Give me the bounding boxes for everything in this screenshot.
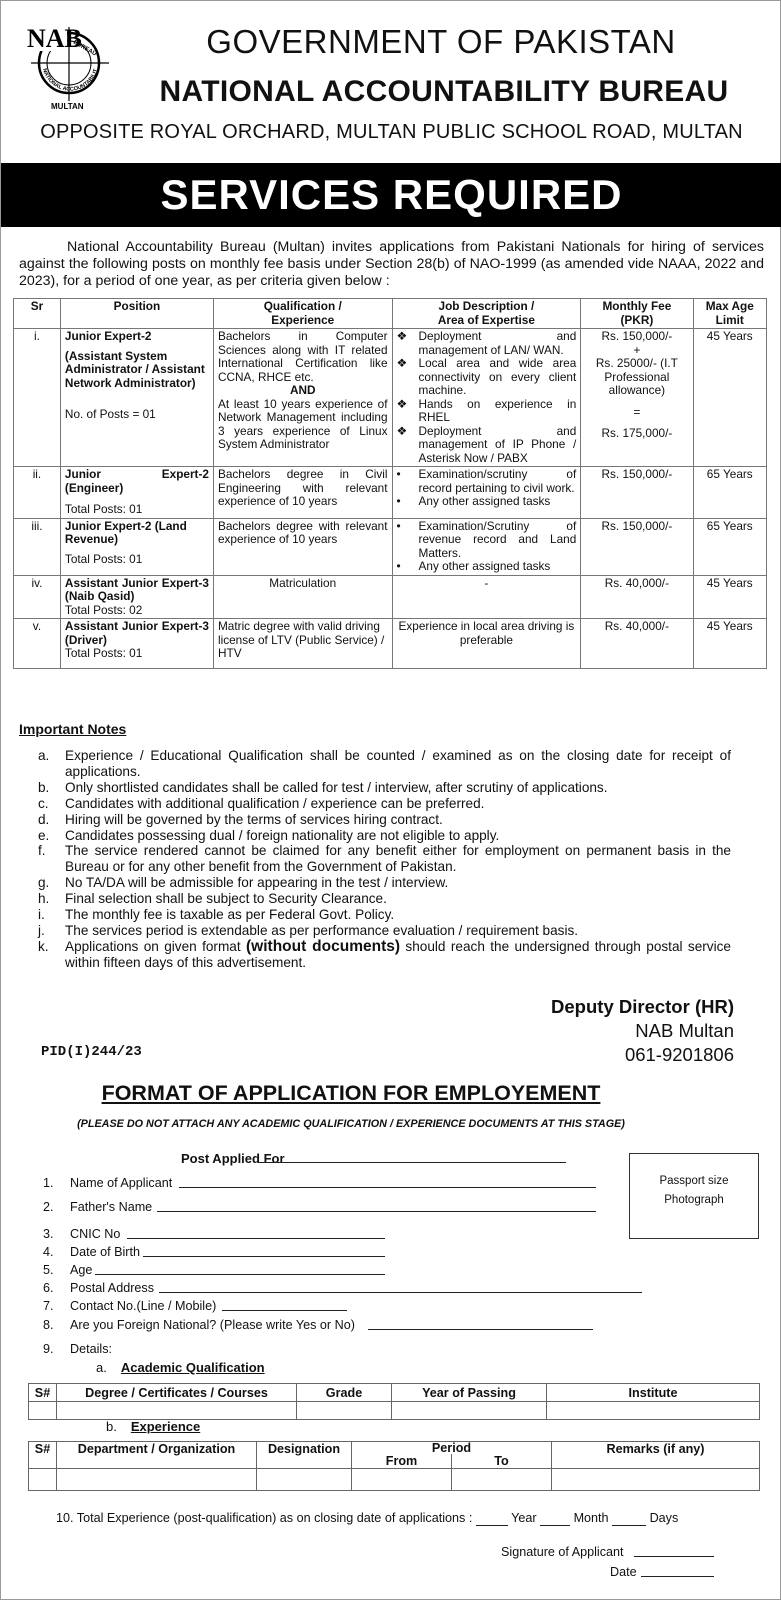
table-cell[interactable] xyxy=(57,1469,257,1491)
table-cell[interactable] xyxy=(29,1469,57,1491)
date-of-birth-line[interactable] xyxy=(143,1245,385,1257)
note-text: The monthly fee is taxable as per Federal Govt. Policy. xyxy=(65,907,395,923)
fee-base: Rs. 150,000/- xyxy=(601,329,673,343)
passport-photo-box xyxy=(629,1153,759,1239)
exp-header-remarks: Remarks (if any) xyxy=(552,1442,760,1469)
job-text: Any other assigned tasks xyxy=(418,494,551,508)
list-item xyxy=(31,796,731,812)
header-age-1: Max Age xyxy=(705,299,754,313)
acad-header-grade: Grade xyxy=(297,1384,392,1402)
list-item xyxy=(397,425,577,466)
row-qualification: Bachelors degree in Civil Engineering with relevant experience of 10 years xyxy=(213,467,392,519)
position-posts: Total Posts: 01 xyxy=(64,551,143,566)
header-job-2: Area of Expertise xyxy=(437,312,535,327)
age-line[interactable] xyxy=(95,1263,385,1275)
row-sr: v. xyxy=(14,619,61,669)
bullet-icon: • xyxy=(396,559,401,573)
exp-header-designation: Designation xyxy=(257,1442,352,1469)
field-label: Name of Applicant xyxy=(70,1176,173,1190)
field-number: 7. xyxy=(43,1299,54,1313)
position-title: Junior Expert-2 (Engineer) xyxy=(64,467,209,495)
field-number: 8. xyxy=(43,1318,54,1332)
header-qualification xyxy=(213,299,392,329)
row-position xyxy=(60,329,213,467)
note-text: Candidates with additional qualification / experience can be preferred. xyxy=(65,795,485,811)
field-label: Postal Address xyxy=(70,1281,155,1295)
note-text: No TA/DA will be admissible for appearing in the test / interview. xyxy=(65,875,449,891)
row-job-description xyxy=(392,518,581,575)
academic-subheading xyxy=(96,1360,265,1375)
year-label: Year xyxy=(511,1511,537,1525)
post-applied-line[interactable] xyxy=(258,1151,566,1163)
photo-label-1: Passport size xyxy=(659,1175,729,1187)
list-item xyxy=(397,560,577,574)
note-letter: g. xyxy=(38,875,50,891)
exp-header-period: Period xyxy=(352,1442,552,1455)
list-item xyxy=(31,748,731,780)
list-item xyxy=(397,357,577,398)
note-letter: b. xyxy=(38,779,50,795)
table-row[interactable] xyxy=(29,1402,760,1420)
important-notes-title: Important Notes xyxy=(19,721,127,737)
position-posts: Total Posts: 02 xyxy=(64,602,143,617)
note-letter: k. xyxy=(38,938,49,954)
field-label: Details: xyxy=(70,1342,112,1356)
note-letter: a. xyxy=(38,748,50,763)
exp-header-to: To xyxy=(452,1454,552,1469)
row-fee: Rs. 40,000/- xyxy=(581,619,693,669)
bullet-icon: • xyxy=(396,518,401,533)
note-text: Hiring will be governed by the terms of services hiring contract. xyxy=(65,811,443,827)
qualification-b: At least 10 years experience of Network Management including 3 years experience of Linux System Administrator xyxy=(217,396,388,451)
note-text: Final selection shall be subject to Security Clearance. xyxy=(65,891,387,907)
acad-header-sno: S# xyxy=(29,1384,57,1402)
note-text: Candidates possessing dual / foreign nationality are not eligible to apply. xyxy=(65,827,500,843)
fathers-name-line[interactable] xyxy=(157,1200,596,1212)
header-max-age xyxy=(693,299,767,329)
note-letter: i. xyxy=(38,907,45,923)
row-sr: iv. xyxy=(14,575,61,619)
diamond-bullet-icon: ❖ xyxy=(396,396,408,411)
note-text: Only shortlisted candidates shall be called for test / interview, after scrutiny of applications. xyxy=(65,779,608,795)
position-posts: Total Posts: 01 xyxy=(64,502,143,516)
post-applied-label: Post Applied For xyxy=(181,1151,285,1166)
foreign-national-line[interactable] xyxy=(368,1318,593,1330)
job-text: Any other assigned tasks xyxy=(418,559,551,573)
header-fee-1: Monthly Fee xyxy=(602,299,672,313)
table-cell[interactable] xyxy=(29,1402,57,1420)
name-of-applicant-line[interactable] xyxy=(179,1176,596,1188)
position-title: Junior Expert-2 xyxy=(64,329,152,343)
row-qualification xyxy=(213,329,392,467)
table-row xyxy=(29,1442,760,1455)
list-item xyxy=(31,923,731,939)
note-text: The service rendered cannot be claimed for any benefit either for employment on permanent basis in the Bureau or for any other benefit from the Government of Pakistan. xyxy=(65,843,731,875)
fee-plus: + xyxy=(633,342,641,357)
list-item xyxy=(31,812,731,828)
job-text: Deployment and management of IP Phone / Asterisk Now / PABX xyxy=(418,423,577,465)
years-blank[interactable] xyxy=(476,1511,508,1526)
table-cell[interactable] xyxy=(57,1402,297,1420)
table-cell[interactable] xyxy=(297,1402,392,1420)
field-label: Date of Birth xyxy=(70,1245,140,1259)
sub-title: Academic Qualification xyxy=(120,1360,265,1375)
important-notes-list xyxy=(31,748,731,971)
row-fee xyxy=(581,329,693,467)
row-sr: iii. xyxy=(14,518,61,575)
month-label: Month xyxy=(573,1511,609,1525)
posts-table xyxy=(13,298,767,669)
list-item xyxy=(397,468,577,495)
note-text: should reach the undersigned through postal service within fifteen days of this advertisement. xyxy=(65,938,731,970)
row-position xyxy=(60,619,213,669)
list-item xyxy=(31,875,731,891)
table-row xyxy=(14,575,767,619)
logo-ring-text: NATIONAL ACCOUNTABILIT xyxy=(41,67,100,93)
header-qualification-1: Qualification / xyxy=(263,299,342,313)
row-age: 65 Years xyxy=(693,518,767,575)
signature-of-applicant-label: Signature of Applicant xyxy=(501,1545,624,1559)
diamond-bullet-icon: ❖ xyxy=(396,423,408,438)
row-qualification: Matric degree with valid driving license of LTV (Public Service) / HTV xyxy=(213,619,392,669)
date-line[interactable] xyxy=(641,1565,714,1577)
fee-total: Rs. 175,000/- xyxy=(601,426,673,440)
table-cell[interactable] xyxy=(547,1402,760,1420)
list-item xyxy=(31,780,731,796)
nab-logo xyxy=(21,19,121,111)
signature-line[interactable] xyxy=(634,1545,714,1557)
field-number: 2. xyxy=(43,1200,54,1214)
field-label: Contact No.(Line / Mobile) xyxy=(70,1299,217,1313)
field-number: 4. xyxy=(43,1245,54,1259)
days-blank[interactable] xyxy=(612,1511,646,1526)
position-posts: No. of Posts = 01 xyxy=(64,407,156,421)
format-note: (PLEASE DO NOT ATTACH ANY ACADEMIC QUALIFICATION / EXPERIENCE DOCUMENTS AT THIS STAGE) xyxy=(77,1118,625,1130)
row-position xyxy=(60,467,213,519)
bullet-icon: • xyxy=(396,494,401,508)
position-title: Assistant Junior Expert-3 (Naib Qasid) xyxy=(64,575,209,603)
list-item xyxy=(31,843,731,875)
row-qualification: Bachelors degree with relevant experience of 10 years xyxy=(213,518,392,575)
note-letter: f. xyxy=(38,843,46,859)
services-required-banner: SERVICES REQUIRED xyxy=(1,163,781,227)
signatory-phone: 061-9201806 xyxy=(624,1044,734,1065)
days-label: Days xyxy=(649,1511,679,1525)
row-sr: ii. xyxy=(14,467,61,519)
table-row[interactable] xyxy=(29,1469,760,1491)
academic-table xyxy=(28,1383,760,1420)
fee-equals: = xyxy=(633,404,641,419)
note-letter: e. xyxy=(38,827,50,843)
position-title: Assistant Junior Expert-3 (Driver) xyxy=(64,619,209,647)
intro-paragraph xyxy=(19,239,764,290)
field-label: Are you Foreign National? (Please write Yes or No) xyxy=(70,1318,355,1332)
field-label: CNIC No xyxy=(70,1227,121,1241)
note-letter: c. xyxy=(38,795,49,811)
exp-header-department: Department / Organization xyxy=(57,1442,257,1469)
field-number: 3. xyxy=(43,1227,54,1241)
note-letter: j. xyxy=(38,922,45,938)
row-position xyxy=(60,518,213,575)
bullet-icon: • xyxy=(396,467,401,481)
logo-city: MULTAN xyxy=(51,102,84,111)
row-job-description xyxy=(392,467,581,519)
job-text: Hands on experience in RHEL xyxy=(418,396,577,424)
row-sr: i. xyxy=(14,329,61,467)
note-letter: h. xyxy=(38,891,50,907)
government-title: GOVERNMENT OF PAKISTAN xyxy=(206,23,676,60)
qualification-a: Bachelors in Computer Sciences along with IT related International Certification like CCNA, RHCE etc. xyxy=(217,329,388,384)
intro-text: National Accountability Bureau (Multan) invites applications from Pakistani Nationals for hiring of services against the following posts on monthly fee basis under Section 28(b) of NAO-1999 (as amended vide NAAA, 2022 and 2023), for a period of one year, as per criteria given below : xyxy=(19,239,764,289)
table-cell[interactable] xyxy=(452,1469,552,1491)
row-job-description: - xyxy=(392,575,581,619)
total-experience-line xyxy=(56,1511,678,1526)
list-item xyxy=(397,330,577,357)
job-text: Deployment and management of LAN/ WAN. xyxy=(418,329,577,357)
field-number: 1. xyxy=(43,1176,54,1190)
posts-table-header xyxy=(14,299,767,329)
signatory-title: Deputy Director (HR) xyxy=(551,996,734,1017)
fee-allowance: Rs. 25000/- (I.T Professional allowance) xyxy=(595,356,678,397)
acad-header-degree: Degree / Certificates / Courses xyxy=(57,1384,297,1402)
acad-header-year: Year of Passing xyxy=(392,1384,547,1402)
table-row xyxy=(14,329,767,467)
row-age: 45 Years xyxy=(693,575,767,619)
header-job-1: Job Description / xyxy=(438,299,535,313)
photo-label-2: Photograph xyxy=(664,1194,724,1206)
experience-subheading xyxy=(106,1419,200,1434)
job-text: Local area and wide area connectivity on every client machine. xyxy=(418,356,577,397)
office-address: OPPOSITE ROYAL ORCHARD, MULTAN PUBLIC SCHOOL ROAD, MULTAN xyxy=(40,121,743,143)
sub-letter: a. xyxy=(96,1360,107,1375)
field-number: 9. xyxy=(43,1342,54,1356)
header-position: Position xyxy=(60,299,213,329)
row-age: 65 Years xyxy=(693,467,767,519)
list-item xyxy=(397,520,577,561)
row-age: 45 Years xyxy=(693,329,767,467)
note-text: The services period is extendable as per performance evaluation / requirement basis. xyxy=(65,922,579,938)
sub-letter: b. xyxy=(106,1419,117,1434)
note-text: Experience / Educational Qualification shall be counted / examined as on the closing date for receipt of applications. xyxy=(65,748,731,779)
months-blank[interactable] xyxy=(540,1511,570,1526)
bureau-title: NATIONAL ACCOUNTABILITY BUREAU xyxy=(159,75,729,108)
row-qualification: Matriculation xyxy=(213,575,392,619)
table-cell[interactable] xyxy=(392,1402,547,1420)
table-row xyxy=(14,518,767,575)
signatory-office: NAB Multan xyxy=(635,1020,734,1041)
job-text: Examination/scrutiny of record pertaining to civil work. xyxy=(418,467,577,495)
experience-table xyxy=(28,1441,760,1491)
header-sr: Sr xyxy=(14,299,61,329)
header-job-description xyxy=(392,299,581,329)
job-text: Examination/Scrutiny of revenue record and Land Matters. xyxy=(418,518,577,560)
list-item xyxy=(31,939,731,971)
table-row xyxy=(29,1384,760,1402)
list-item xyxy=(397,495,577,509)
field-number: 5. xyxy=(43,1263,54,1277)
pid-number: PID(I)244/23 xyxy=(41,1044,142,1060)
postal-address-line[interactable] xyxy=(159,1281,642,1293)
position-subtitle: (Assistant System Administrator / Assistant Network Administrator) xyxy=(64,348,205,390)
row-age: 45 Years xyxy=(693,619,767,669)
logo-text: NAB xyxy=(27,24,82,53)
table-cell[interactable] xyxy=(552,1469,760,1491)
qualification-and: AND xyxy=(289,383,316,397)
header-age-2: Limit xyxy=(715,312,744,327)
total-experience-label: Total Experience (post-qualification) as on closing date of applications : xyxy=(76,1511,473,1525)
row-job-description: Experience in local area driving is preferable xyxy=(392,619,581,669)
position-title: Junior Expert-2 (Land Revenue) xyxy=(64,518,187,546)
table-row xyxy=(14,619,767,669)
list-item xyxy=(31,891,731,907)
row-fee: Rs. 150,000/- xyxy=(581,467,693,519)
header-qualification-2: Experience xyxy=(271,312,335,327)
position-posts: Total Posts: 01 xyxy=(64,646,143,660)
field-number: 10. xyxy=(56,1511,74,1525)
table-cell[interactable] xyxy=(257,1469,352,1491)
note-text: Applications on given format xyxy=(65,938,241,954)
row-job-description xyxy=(392,329,581,467)
note-letter: d. xyxy=(38,811,50,827)
field-number: 6. xyxy=(43,1281,54,1295)
diamond-bullet-icon: ❖ xyxy=(396,356,408,370)
format-title: FORMAT OF APPLICATION FOR EMPLOYEMENT xyxy=(101,1081,601,1105)
sub-title: Experience xyxy=(130,1419,201,1434)
cnic-line[interactable] xyxy=(127,1227,385,1239)
field-label: Age xyxy=(70,1263,93,1277)
header-fee-2: (PKR) xyxy=(620,312,654,327)
exp-header-sno: S# xyxy=(29,1442,57,1469)
list-item xyxy=(397,398,577,425)
contact-no-line[interactable] xyxy=(222,1299,347,1311)
row-fee: Rs. 150,000/- xyxy=(581,518,693,575)
note-emphasis: (without documents) xyxy=(246,937,401,955)
table-row xyxy=(14,467,767,519)
list-item xyxy=(31,907,731,923)
field-label: Father's Name xyxy=(70,1200,153,1214)
row-fee: Rs. 40,000/- xyxy=(581,575,693,619)
row-position xyxy=(60,575,213,619)
logo-badge: BUREAU xyxy=(72,39,98,58)
acad-header-institute: Institute xyxy=(547,1384,760,1402)
exp-header-from: From xyxy=(352,1454,452,1469)
list-item xyxy=(31,828,731,844)
table-cell[interactable] xyxy=(352,1469,452,1491)
date-label: Date xyxy=(610,1565,637,1579)
diamond-bullet-icon: ❖ xyxy=(396,329,408,343)
header-monthly-fee xyxy=(581,299,693,329)
